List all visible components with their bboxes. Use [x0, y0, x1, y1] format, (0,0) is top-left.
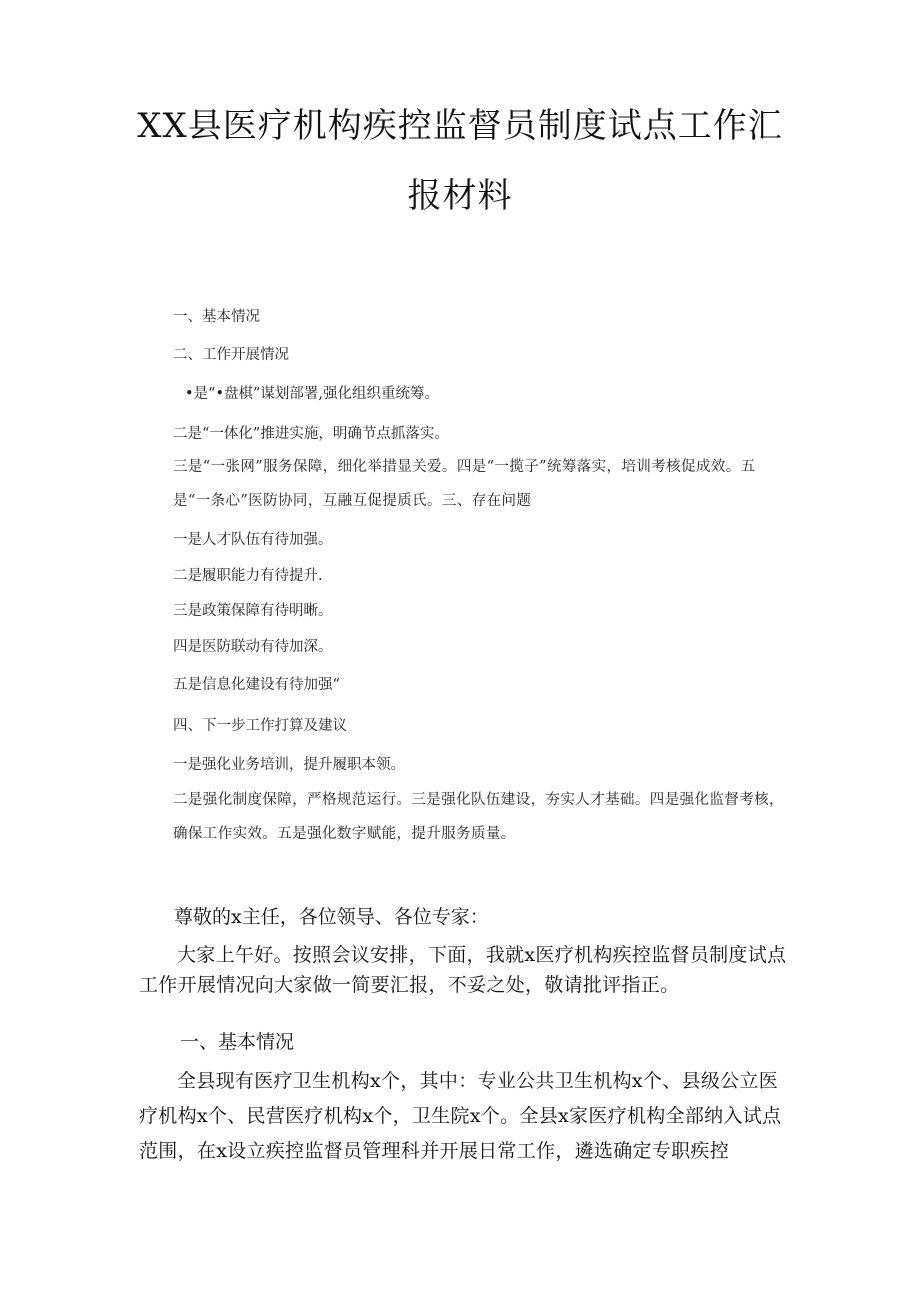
document-title-line-2: 报材料	[407, 176, 513, 216]
outline-item-points-3-5: 三是“一张网”服务保障，细化举措显关爱。四是“一揽子”统筹落实，培训考核促成效。五是“一条心”医防协同，互融互促提质氏。三、存在问题	[173, 459, 756, 509]
outline-item-problem-2: 二是履职能力有待提升.	[173, 568, 323, 584]
outline-item-work-progress: 二、工作开展情况	[173, 347, 289, 363]
outline-item-point-1: •是“•盘棋”谋划部署,强化组织重统筹。	[185, 386, 440, 402]
section-basic-situation-paragraph: 全县现有医疗卫生机构x个，其中：专业公共卫生机构x个、县级公立医疗机构x个、民营医疗机构x个，卫生院x个。全县x家医疗机构全部纳入试点范围，在x设立疾控监督员管理科并开展日常工作，遴选确定专职疾控	[139, 1070, 782, 1162]
outline-item-next-steps: 四、下一步工作打算及建议	[173, 718, 347, 734]
outline-item-basic-situation: 一、基本情况	[173, 309, 260, 325]
outline-item-suggestion-1: 一是强化业务培训，提升履职本领。	[173, 757, 405, 773]
outline-item-problem-1: 一是人才队伍有待加强。	[173, 532, 333, 548]
outline-item-problem-4: 四是医防联动有待加深。	[173, 639, 333, 655]
outline-item-suggestions-2-5: 二是强化制度保障，严格规范运行。三是强化队伍建设，夯实人才基础。四是强化监督考核，确保工作实效。五是强化数字赋能，提升服务质量。	[173, 792, 784, 842]
outline-item-problem-5: 五是信息化建设有待加强“	[173, 677, 340, 693]
intro-paragraph: 大家上午好。按照会议安排，下面，我就x医疗机构疾控监督员制度试点工作开展情况向大家做一简要汇报，不妥之处，敬请批评指正。	[139, 944, 787, 996]
document-title-line-1: XX县医疗机构疾控监督员制度试点工作汇	[137, 106, 783, 146]
outline-item-problem-3: 三是政策保障有待明晰。	[173, 603, 333, 619]
outline-item-point-2: 二是“一体化”推进实施，明确节点抓落实。	[173, 426, 449, 442]
section-heading-basic-situation: 一、基本情况	[180, 1031, 295, 1053]
greeting-line: 尊敬的x主任，各位领导、各位专家：	[174, 906, 489, 928]
